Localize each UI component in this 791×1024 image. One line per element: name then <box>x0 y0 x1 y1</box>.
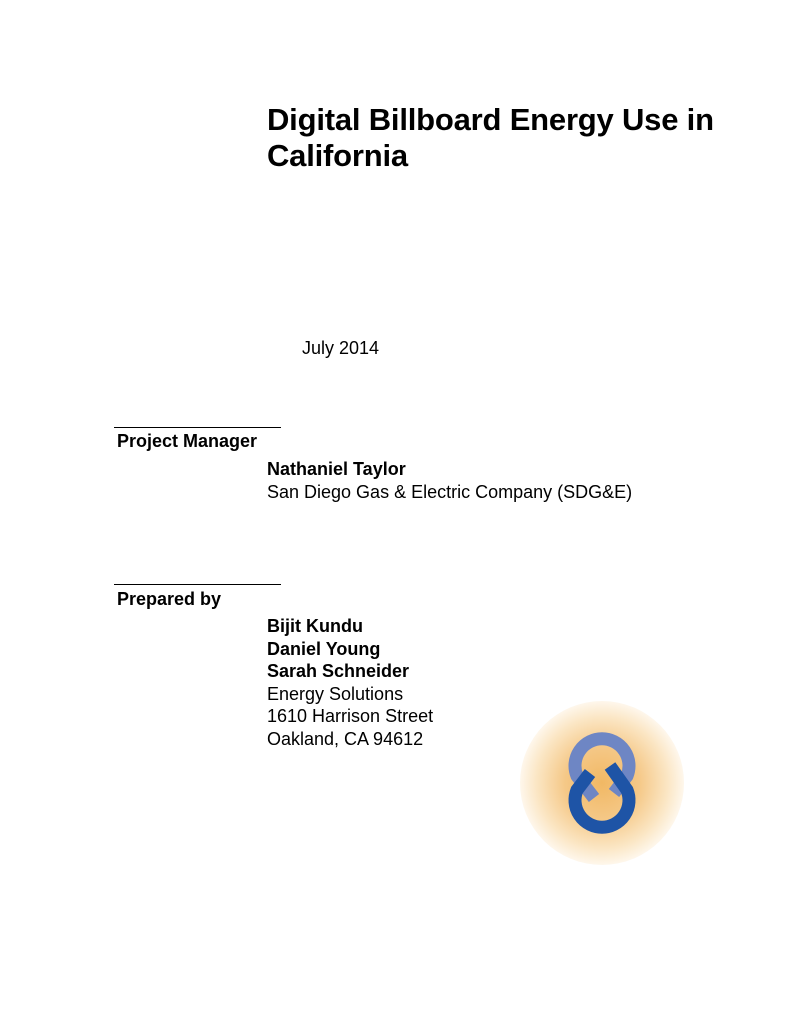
prepared-by-label: Prepared by <box>117 589 222 609</box>
energy-solutions-s-logo-icon <box>519 700 685 866</box>
author-name: Sarah Schneider <box>267 661 410 681</box>
logo-glow-disc <box>520 701 684 865</box>
project-manager-block <box>267 458 632 503</box>
project-manager-label: Project Manager <box>117 431 258 451</box>
document-title: Digital Billboard Energy Use in California <box>267 102 714 173</box>
document-date: July 2014 <box>302 338 380 358</box>
prepared-by-block <box>267 615 433 750</box>
author-name: Bijit Kundu <box>267 616 363 636</box>
author-name: Daniel Young <box>267 638 381 659</box>
prepared-by-divider <box>114 584 281 585</box>
project-manager-divider <box>114 427 281 428</box>
address-street: 1610 Harrison Street <box>267 706 434 726</box>
project-manager-name: Nathaniel Taylor <box>267 459 406 479</box>
project-manager-organization: San Diego Gas & Electric Company (SDG&E) <box>267 481 633 502</box>
address-city: Oakland, CA 94612 <box>267 728 424 749</box>
prepared-by-organization: Energy Solutions <box>267 683 404 704</box>
